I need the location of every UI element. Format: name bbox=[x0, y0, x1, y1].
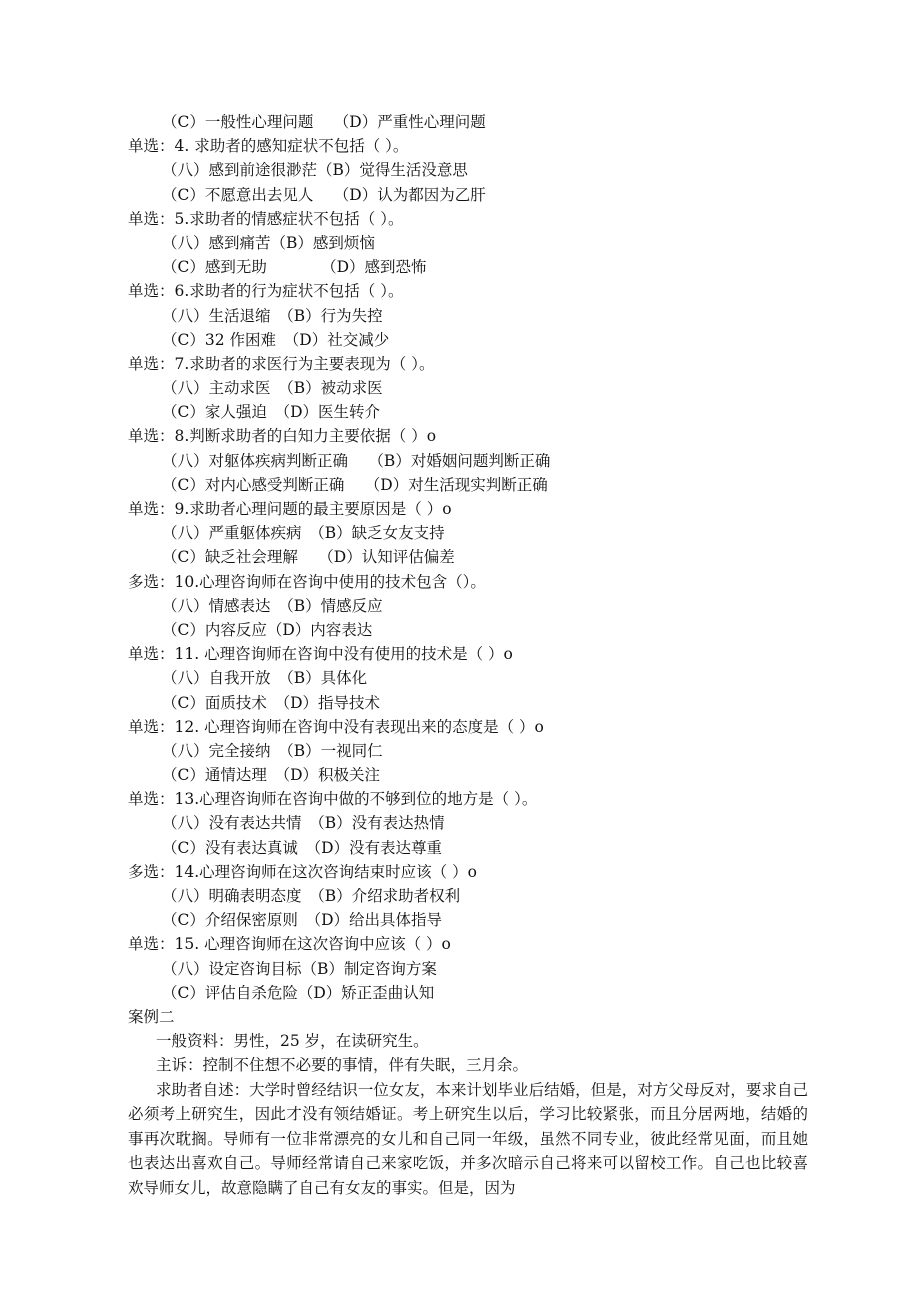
question-line: 单选：4. 求助者的感知症状不包括（ ）。 bbox=[128, 137, 409, 156]
option-line: （八）设定咨询目标（B）制定咨询方案 bbox=[162, 959, 437, 978]
question-line: 单选：13.心理咨询师在咨询中做的不够到位的地方是（ ）。 bbox=[128, 790, 538, 809]
option-line: （C）介绍保密原则 （D）给出具体指导 bbox=[162, 911, 443, 930]
option-line: （八）对躯体疾病判断正确 （B）对婚姻问题判断正确 bbox=[162, 451, 551, 470]
question-line: 单选：12. 心理咨询师在咨询中没有表现出来的态度是（ ）o bbox=[128, 717, 544, 736]
case-info-line: 一般资料：男性，25 岁，在读研究生。 bbox=[156, 1032, 429, 1051]
option-line: （C）面质技术 （D）指导技术 bbox=[162, 693, 381, 712]
option-line: （八）感到痛苦（B）感到烦恼 bbox=[162, 233, 375, 252]
case-heading: 案例二 bbox=[128, 1007, 175, 1026]
question-line: 单选：9.求助者心理问题的最主要原因是（ ）o bbox=[128, 500, 452, 518]
question-line: 单选：7.求助者的求医行为主要表现为（ ）。 bbox=[128, 354, 435, 373]
question-line: 单选：15. 心理咨询师在这次咨询中应该（ ）o bbox=[128, 935, 451, 954]
option-line: （C）32 作困难 （D）社交减少 bbox=[162, 330, 390, 349]
option-line: （八）没有表达共情 （B）没有表达热情 bbox=[162, 814, 445, 833]
document-content bbox=[128, 110, 808, 1200]
option-line: （八）明确表明态度 （B）介绍求助者权利 bbox=[162, 887, 461, 905]
option-line: （八）情感表达 （B）情感反应 bbox=[162, 596, 383, 615]
option-line: （C）感到无助 （D）感到恐怖 bbox=[162, 258, 427, 277]
option-line: （八）主动求医 （B）被动求医 bbox=[162, 379, 383, 398]
option-line: （C）缺乏社会理解 （D）认知评估偏差 bbox=[162, 548, 455, 567]
option-line: （八）感到前途很渺茫（B）觉得生活没意思 bbox=[162, 161, 468, 180]
option-line: （C）不愿意出去见人 （D）认为都因为乙肝 bbox=[162, 185, 486, 204]
option-line: （八）自我开放 （B）具体化 bbox=[162, 669, 368, 688]
question-line: 多选：14.心理咨询师在这次咨询结束时应该（ ）o bbox=[128, 862, 477, 881]
option-line: （八）生活退缩 （B）行为失控 bbox=[162, 306, 383, 325]
case-info-line: 主诉：控制不住想不必要的事情，伴有失眠，三月余。 bbox=[156, 1056, 529, 1075]
option-line: （C）没有表达真诚 （D）没有表达尊重 bbox=[162, 838, 443, 857]
option-line: （C）内容反应（D）内容表达 bbox=[162, 620, 373, 639]
option-line: （C）一般性心理问题 （D）严重性心理问题 bbox=[162, 113, 486, 131]
option-line: （八）完全接纳 （B）一视同仁 bbox=[162, 741, 383, 760]
question-line: 单选：11. 心理咨询师在咨询中没有使用的技术是（ ）o bbox=[128, 645, 513, 664]
question-line: 单选：6.求助者的行为症状不包括（ ）。 bbox=[128, 282, 404, 301]
option-line: （C）家人强迫 （D）医生转介 bbox=[162, 403, 381, 422]
case-narrative-paragraph: 求助者自述：大学时曾经结识一位女友，本来计划毕业后结婚，但是，对方父母反对，要求自己必须考上研究生，因此才没有领结婚证。考上研究生以后，学习比较紧张，而且分居两地，结婚的事再次耽搁。导师有一位非常漂亮的女儿和自己同一年级，虽然不同专业，彼此经常见面，而且她也表达出喜欢自己。导师经常请自己来家吃饭，并多次暗示自己将来可以留校工作。自己也比较喜欢导师女儿，故意隐瞒了自己有女友的事实。但是，因为 bbox=[128, 1080, 808, 1197]
option-line: （C）评估自杀危险（D）矫正歪曲认知 bbox=[162, 983, 435, 1002]
question-line: 多选：10.心理咨询师在咨询中使用的技术包含（）。 bbox=[128, 572, 486, 591]
question-line: 单选：8.判断求助者的白知力主要依据（ ）o bbox=[128, 427, 437, 446]
question-list bbox=[128, 110, 808, 1078]
option-line: （C）对内心感受判断正确 （D）对生活现实判断正确 bbox=[162, 475, 548, 494]
question-line: 单选：5.求助者的情感症状不包括（ ）。 bbox=[128, 209, 404, 228]
option-line: （八）严重躯体疾病 （B）缺乏女友支持 bbox=[162, 524, 445, 543]
option-line: （C）通情达理 （D）积极关注 bbox=[162, 766, 381, 785]
